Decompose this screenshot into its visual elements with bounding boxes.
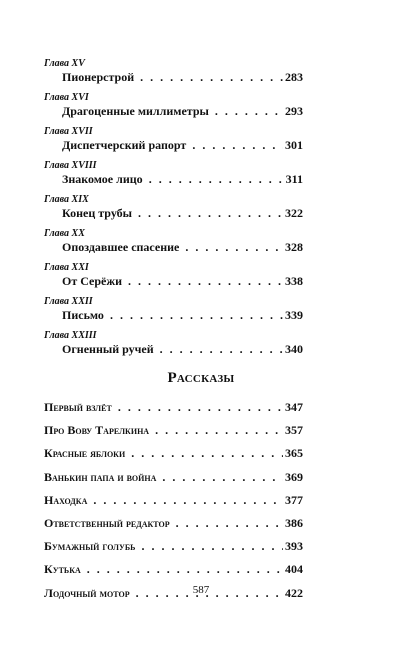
page-number: 283 <box>285 70 303 84</box>
page-number: 311 <box>285 172 303 186</box>
chapter-label: Глава XVI <box>44 92 89 103</box>
dot-leader <box>215 103 283 120</box>
chapter-title: Знакомое лицо <box>62 172 143 186</box>
chapter-entry <box>44 92 303 120</box>
chapter-label: Глава XIX <box>44 194 89 205</box>
chapter-entry <box>44 228 303 256</box>
chapter-list <box>44 58 303 364</box>
chapter-title-row <box>44 341 303 358</box>
dot-leader <box>128 273 283 290</box>
story-title: Первый взлёт <box>44 400 112 414</box>
chapter-label: Глава XVIII <box>44 160 97 171</box>
chapter-label: Глава XXIII <box>44 330 97 341</box>
chapter-title-row <box>44 205 303 222</box>
story-entry <box>44 512 303 535</box>
chapter-title-row <box>44 171 303 188</box>
chapter-title: Драгоценные миллиметры <box>62 104 209 118</box>
dot-leader <box>192 137 283 154</box>
dot-leader <box>176 512 283 535</box>
chapter-title-row <box>44 307 303 324</box>
story-title: Красные яблоки <box>44 446 126 461</box>
chapter-title-row <box>44 239 303 256</box>
chapter-label: Глава XV <box>44 58 85 69</box>
chapter-title: Конец трубы <box>62 206 133 220</box>
dot-leader <box>110 307 283 324</box>
story-entry <box>44 442 303 465</box>
chapter-entry <box>44 126 303 154</box>
page-number: 422 <box>285 585 303 600</box>
chapter-title-row <box>44 273 303 290</box>
chapter-label: Глава XX <box>44 228 85 239</box>
page-number: 338 <box>285 274 303 288</box>
dot-leader <box>155 419 283 442</box>
page-number: 377 <box>285 492 303 507</box>
dot-leader <box>140 69 283 86</box>
chapter-entry <box>44 160 303 188</box>
page-number: 301 <box>285 138 303 152</box>
page-number: 357 <box>285 423 303 438</box>
page-number: 340 <box>285 342 303 356</box>
footer-page-number: 587 <box>192 584 210 596</box>
story-title: Ванькин папа и война <box>44 469 157 484</box>
story-title: Кутька <box>44 562 81 577</box>
story-entry <box>44 558 303 581</box>
page-number: 404 <box>285 562 303 577</box>
page-number: 386 <box>285 515 303 530</box>
chapter-title: От Серёжи <box>62 274 122 288</box>
chapter-entry <box>44 330 303 358</box>
page-number: 322 <box>285 206 303 220</box>
chapter-title: Пионерстрой <box>62 70 135 84</box>
story-title: Бумажный голубь <box>44 539 136 554</box>
page-number: 393 <box>285 539 303 554</box>
chapter-title-row <box>44 137 303 154</box>
chapter-label: Глава XVII <box>44 126 93 137</box>
dot-leader <box>141 535 283 558</box>
dot-leader <box>185 239 283 256</box>
chapter-entry <box>44 296 303 324</box>
chapter-title-row <box>44 103 303 120</box>
chapter-entry <box>44 58 303 86</box>
chapter-entry <box>44 194 303 222</box>
chapter-label: Глава XXI <box>44 262 89 273</box>
page-number: 339 <box>285 308 303 322</box>
chapter-entry <box>44 262 303 290</box>
dot-leader <box>131 442 283 465</box>
dot-leader <box>160 341 283 358</box>
section-heading: Рассказы <box>167 370 235 386</box>
page-number: 369 <box>285 469 303 484</box>
dot-leader <box>149 171 284 188</box>
chapter-title: Диспетчерский рапорт <box>62 138 187 152</box>
story-entry <box>44 466 303 489</box>
chapter-title: Опоздавшее спасение <box>62 240 180 254</box>
story-entry <box>44 419 303 442</box>
story-list <box>44 396 303 605</box>
page-number: 328 <box>285 240 303 254</box>
dot-leader <box>138 205 283 222</box>
chapter-title-row <box>44 69 303 86</box>
story-title: Про Вову Тарелкина <box>44 423 150 438</box>
chapter-title: Огненный ручей <box>62 342 154 356</box>
dot-leader <box>87 558 283 581</box>
page-number: 365 <box>285 446 303 461</box>
story-entry <box>44 535 303 558</box>
story-title: Находка <box>44 492 88 507</box>
story-entry <box>44 489 303 512</box>
page-number: 293 <box>285 104 303 118</box>
page-number: 347 <box>285 400 303 414</box>
dot-leader <box>93 489 283 512</box>
dot-leader <box>162 466 283 489</box>
story-title: Лодочный мотор <box>44 585 130 600</box>
chapter-title: Письмо <box>62 308 104 322</box>
story-entry <box>44 396 303 419</box>
dot-leader <box>118 396 283 419</box>
chapter-label: Глава XXII <box>44 296 93 307</box>
story-title: Ответственный редактор <box>44 515 170 530</box>
